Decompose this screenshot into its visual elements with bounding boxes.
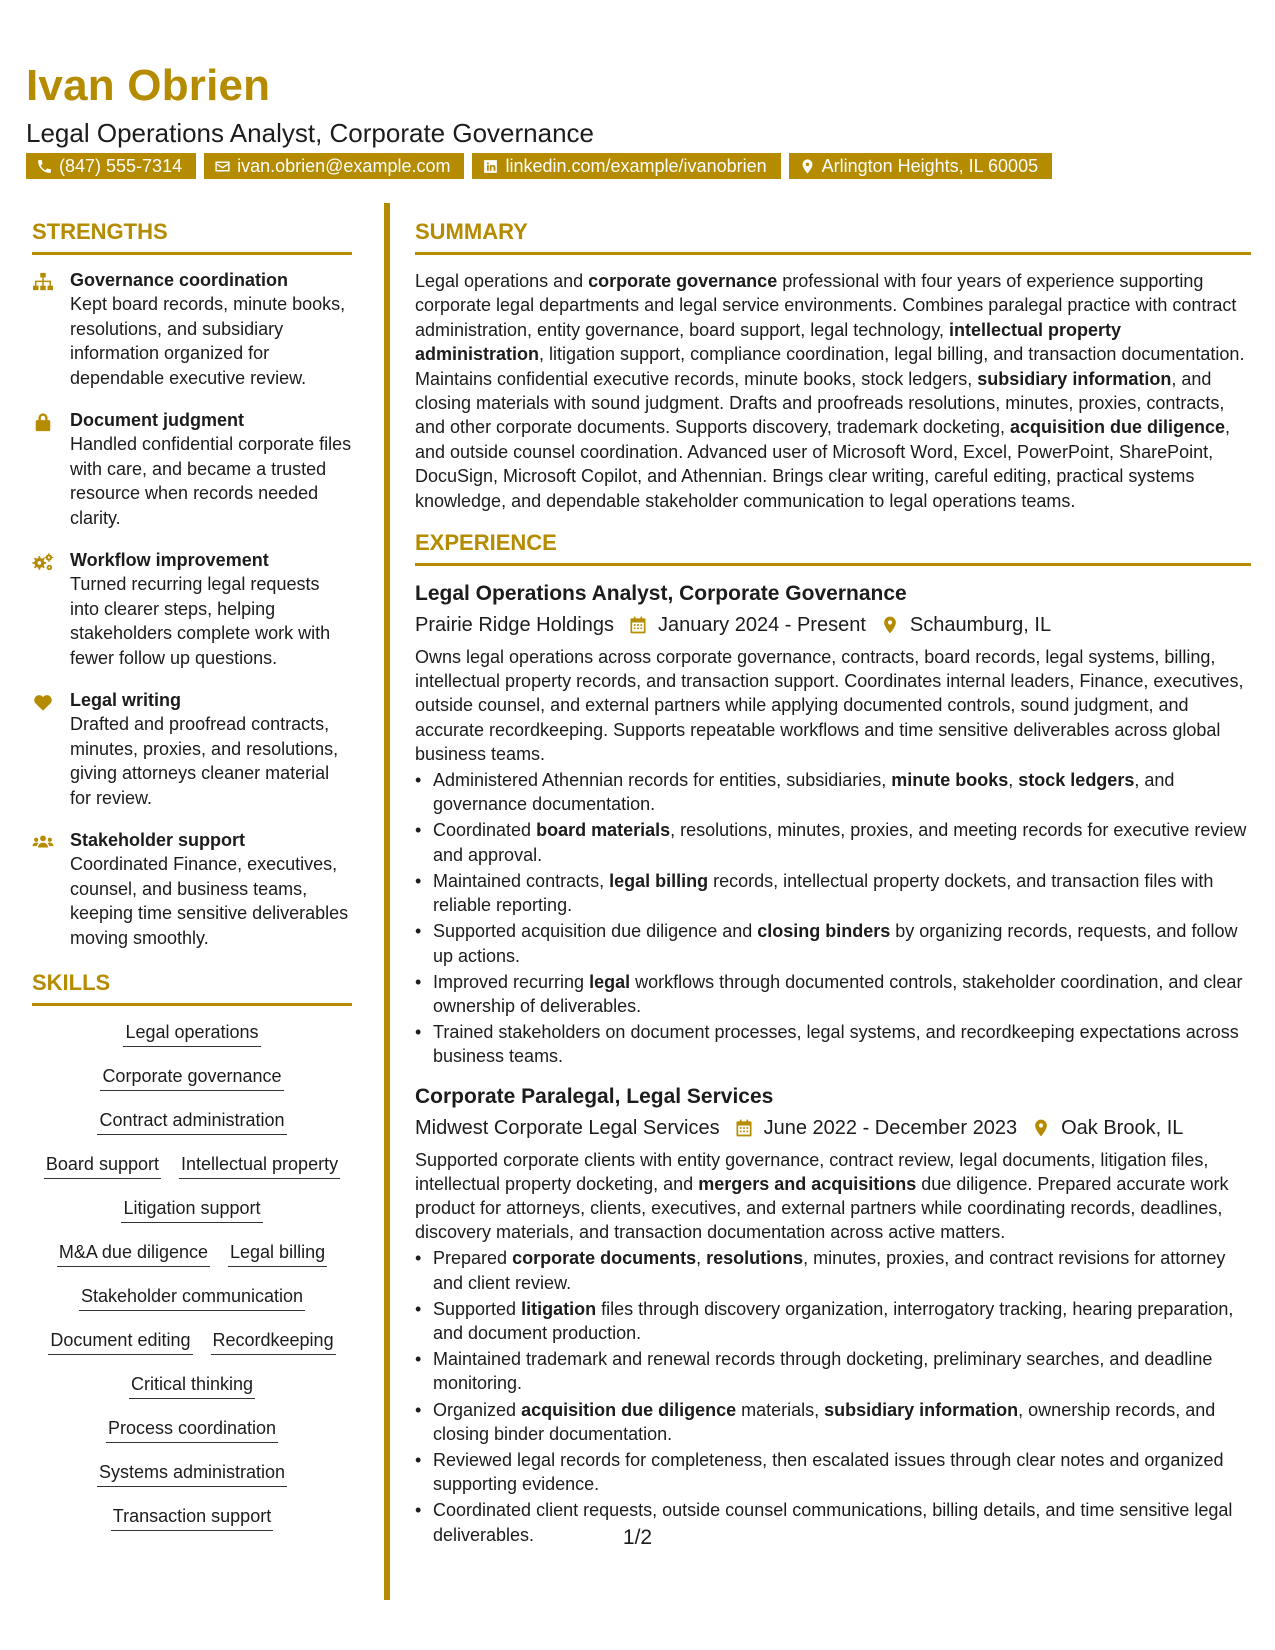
skill-row [32, 1152, 352, 1179]
heart-icon [32, 692, 54, 712]
strength-item [32, 549, 352, 670]
bold-text: board materials [536, 820, 671, 841]
experience-heading: EXPERIENCE [415, 529, 1251, 566]
bold-text: mergers and acquisitions [698, 1173, 917, 1194]
bullet-item [415, 1347, 1251, 1395]
bold-text: legal billing [609, 870, 709, 891]
bullet-item [415, 869, 1251, 917]
contact-location-text: Arlington Heights, IL 60005 [821, 156, 1039, 176]
text-segment: Supported corporate clients with entity governance, contract review, legal documents, litigation files, intellectual property docketing, and [415, 1149, 1209, 1194]
strength-desc: Kept board records, minute books, resolutions, and subsidiary information organized for dependable executive review. [70, 294, 346, 388]
text-segment: Trained stakeholders on document processes, legal systems, and recordkeeping expectations across business teams. [433, 1022, 1239, 1067]
contact-linkedin-text: linkedin.com/example/ivanobrien [505, 156, 767, 176]
bold-text: minute books [891, 770, 1009, 791]
bullet-item [415, 1398, 1251, 1446]
bullet-item [415, 1246, 1251, 1294]
job-location: Schaumburg, IL [909, 614, 1052, 637]
strength-item [32, 409, 352, 530]
text-segment: Coordinated [433, 820, 537, 841]
contact-linkedin[interactable] [472, 153, 780, 179]
bold-text: litigation [521, 1298, 597, 1319]
org-chart-icon [32, 272, 54, 292]
contact-phone-text: (847) 555-7314 [59, 156, 183, 176]
text-segment: professional with four years of experience supporting corporate legal departments and legal service environments. Combines paralegal practice with contract administration, entity governance, board support, legal technology, [415, 271, 1237, 340]
skill-row [32, 1108, 352, 1135]
skill-tag: Critical thinking [129, 1372, 255, 1399]
bold-text: acquisition due diligence [521, 1399, 737, 1420]
strength-title: Workflow improvement [70, 550, 269, 570]
contact-bar [26, 153, 1052, 179]
text-segment: by organizing records, requests, and follow up actions. [433, 921, 1238, 966]
text-segment: Improved recurring [433, 971, 590, 992]
lock-icon [32, 412, 54, 432]
bold-text: corporate documents [512, 1248, 697, 1269]
bold-text: stock ledgers [1018, 770, 1135, 791]
resume-header [26, 62, 1249, 150]
strength-title: Document judgment [70, 410, 244, 430]
strength-title: Legal writing [70, 690, 182, 710]
text-segment: , resolutions, minutes, proxies, and meeting records for executive review and approval. [433, 820, 1247, 865]
text-segment: , litigation support, compliance coordination, legal billing, and transaction documentation. Maintains confidential executive records, minute books, stock ledgers, [415, 344, 1245, 389]
text-segment: files through discovery organization, interrogatory tracking, hearing preparation, and document production. [433, 1298, 1234, 1343]
strength-desc: Handled confidential corporate files with care, and became a trusted resource when records needed clarity. [70, 434, 352, 528]
skill-tag: Contract administration [97, 1108, 286, 1135]
phone-icon [36, 158, 53, 175]
bullet-item [415, 919, 1251, 967]
skill-row [32, 1064, 352, 1091]
skill-tag: Document editing [48, 1328, 192, 1355]
skill-row [32, 1196, 352, 1223]
location-icon [880, 615, 900, 635]
text-segment: records, intellectual property dockets, and transaction files with reliable reporting. [433, 870, 1214, 916]
strength-item [32, 269, 352, 390]
linkedin-icon [482, 158, 499, 175]
contact-email-text: ivan.obrien@example.com [237, 156, 451, 176]
bullet-item [415, 1297, 1251, 1345]
text-segment: Supported [433, 1298, 522, 1319]
job-title: Legal Operations Analyst, Corporate Governance [415, 582, 907, 606]
skill-row [32, 1328, 352, 1355]
calendar-icon [734, 1118, 754, 1138]
job-entry [415, 1083, 1251, 1547]
skill-tag: Recordkeeping [211, 1328, 336, 1355]
bullet-item [415, 970, 1251, 1018]
job-meta [415, 612, 1251, 638]
text-segment: Administered Athennian records for entities, subsidiaries, [433, 770, 892, 791]
bold-text: acquisition due diligence [1009, 417, 1226, 438]
job-company: Midwest Corporate Legal Services [415, 1116, 720, 1139]
email-icon [214, 158, 231, 175]
skill-tag: Legal operations [123, 1020, 260, 1047]
skill-tag: Process coordination [106, 1416, 278, 1443]
users-icon [32, 832, 54, 852]
location-icon [1031, 1118, 1051, 1138]
skill-tag: M&A due diligence [57, 1240, 210, 1267]
text-segment: , ownership records, and closing binder documentation. [433, 1399, 1216, 1444]
text-segment: Legal operations and [415, 271, 589, 291]
skill-row [32, 1416, 352, 1443]
text-segment: Organized [433, 1399, 522, 1420]
contact-email[interactable] [204, 153, 464, 179]
strengths-heading: STRENGTHS [32, 218, 352, 255]
skill-tag: Systems administration [97, 1460, 287, 1487]
text-segment: materials, [736, 1399, 825, 1420]
bullet-item [415, 1448, 1251, 1496]
bold-text: subsidiary information [977, 368, 1172, 389]
skill-tag: Transaction support [111, 1504, 273, 1531]
summary-heading: SUMMARY [415, 218, 1251, 255]
skill-tag: Litigation support [121, 1196, 262, 1223]
job-title: Corporate Paralegal, Legal Services [415, 1084, 774, 1108]
text-segment: , and outside counsel coordination. Advanced user of Microsoft Word, Excel, PowerPoint, SharePoint, DocuSign, Microsoft Copilot, and Athennian. Brings clear writing, careful editing, practical systems knowledge, and dependable stakeholder communication to legal operations teams. [415, 417, 1231, 511]
bold-text: corporate governance [588, 271, 778, 291]
text-segment: workflows through documented controls, stakeholder coordination, and clear ownership of deliverables. [433, 971, 1243, 1016]
column-divider [384, 203, 390, 1600]
text-segment: due diligence. Prepared accurate work product for attorneys, clients, executives, and external partners while coordinating records, deadlines, discovery materials, and transaction documentation across active matters. [415, 1173, 1229, 1243]
job-location: Oak Brook, IL [1061, 1116, 1184, 1139]
contact-phone[interactable] [26, 153, 196, 179]
candidate-name: Ivan Obrien [26, 61, 271, 110]
strength-item [32, 689, 352, 810]
strength-desc: Drafted and proofread contracts, minutes, proxies, and resolutions, giving attorneys cleaner material for review. [70, 714, 339, 808]
job-company: Prairie Ridge Holdings [415, 614, 614, 637]
strength-desc: Coordinated Finance, executives, counsel, and business teams, keeping time sensitive deliverables moving smoothly. [70, 854, 349, 948]
job-bullets [415, 768, 1251, 1068]
skill-row [32, 1284, 352, 1311]
text-segment: , minutes, proxies, and contract revisions for attorney and client review. [433, 1248, 1226, 1293]
text-segment: , and governance documentation. [433, 770, 1175, 815]
candidate-title: Legal Operations Analyst, Corporate Governance [26, 118, 595, 148]
skill-row [32, 1460, 352, 1487]
strength-desc: Turned recurring legal requests into clearer steps, helping stakeholders complete work with fewer follow up questions. [70, 574, 331, 668]
bold-text: resolutions [706, 1248, 804, 1269]
bullet-item [415, 768, 1251, 816]
skills-list [32, 1020, 352, 1531]
bold-text: intellectual property administration [415, 319, 1122, 365]
page-number: 1/2 [622, 1526, 653, 1549]
text-segment: Reviewed legal records for completeness, then escalated issues through clear notes and organized supporting evidence. [433, 1449, 1224, 1495]
skill-tag: Stakeholder communication [79, 1284, 305, 1311]
text-segment: Maintained trademark and renewal records through docketing, preliminary searches, and deadline monitoring. [433, 1349, 1213, 1394]
strength-title: Stakeholder support [70, 830, 246, 850]
text-segment: Maintained contracts, [433, 870, 610, 891]
job-meta [415, 1115, 1251, 1141]
text-segment: , [696, 1248, 707, 1269]
bold-text: subsidiary information [824, 1399, 1019, 1420]
strength-item [32, 829, 352, 950]
job-entry [415, 580, 1251, 1068]
job-description [415, 1148, 1251, 1245]
skill-tag: Legal billing [228, 1240, 327, 1267]
bold-text: legal [589, 971, 631, 992]
skills-heading: SKILLS [32, 969, 352, 1006]
location-icon [799, 158, 816, 175]
skill-row [32, 1240, 352, 1267]
skill-row [32, 1372, 352, 1399]
text-segment: Supported acquisition due diligence and [433, 921, 758, 942]
job-description [415, 645, 1251, 766]
skill-tag: Corporate governance [100, 1064, 283, 1091]
skill-tag: Intellectual property [179, 1152, 340, 1179]
skill-tag: Board support [44, 1152, 161, 1179]
bold-text: closing binders [757, 921, 891, 942]
text-segment: , [1008, 770, 1019, 791]
calendar-icon [628, 615, 648, 635]
job-dates: January 2024 - Present [657, 614, 866, 637]
gears-icon [32, 552, 54, 572]
text-segment: Owns legal operations across corporate governance, contracts, board records, legal systems, billing, intellectual property records, and transaction support. Coordinates internal leaders, Finance, executives, outside counsel, and external partners while applying documented controls, sound judgment, and accurate recordkeeping. Supports repeatable workflows and time sensitive deliverables across global business teams. [415, 647, 1244, 764]
bullet-item [415, 818, 1251, 866]
bullet-item [415, 1020, 1251, 1068]
contact-location [789, 153, 1052, 179]
text-segment: Prepared [433, 1248, 513, 1269]
summary-text [415, 269, 1251, 513]
text-segment: Coordinated client requests, outside counsel communications, billing details, and time sensitive legal deliverables. [433, 1500, 1233, 1545]
job-bullets [415, 1246, 1251, 1546]
right-column [415, 218, 1251, 1561]
left-column [32, 218, 352, 1548]
strength-title: Governance coordination [70, 270, 289, 290]
job-dates: June 2022 - December 2023 [763, 1116, 1018, 1139]
skill-row [32, 1020, 352, 1047]
text-segment: , and closing materials with sound judgment. Drafts and proofreads resolutions, minutes, proxies, contracts, and other corporate documents. Supports discovery, trademark docketing, [415, 368, 1225, 438]
